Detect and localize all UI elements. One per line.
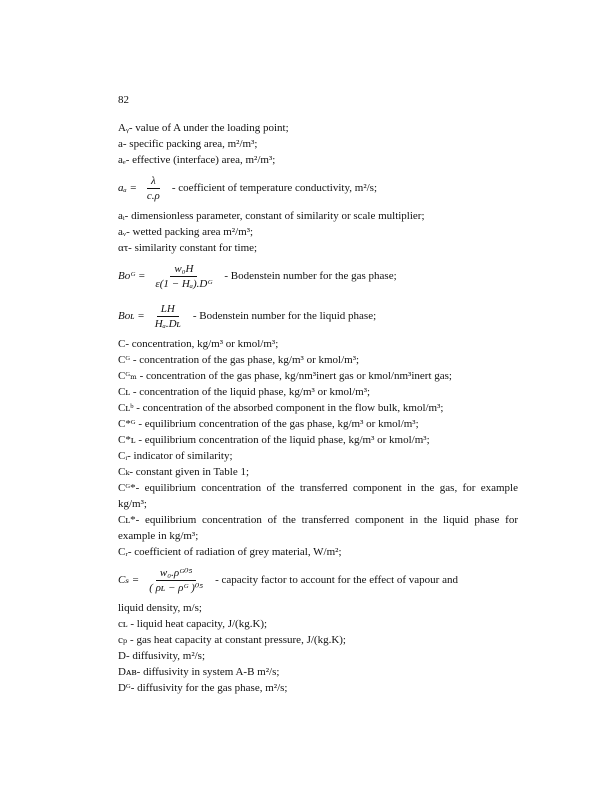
entry-a: a- specific packing area, m²/m³; (118, 138, 258, 150)
entry-dab: Dᴀʙ- diffusivity in system A-B m²/s; (118, 666, 280, 678)
formula-aa-numerator: λ (147, 174, 160, 189)
formula-bog-lhs: Boᴳ = (118, 270, 146, 282)
formula-bol-description: - Bodenstein number for the liquid phase; (192, 310, 377, 322)
entry-cg: Cᴳ - concentration of the gas phase, kg/m³ or kmol/m³; (118, 354, 360, 366)
formula-aa (118, 168, 518, 208)
entry-cl: Cʟ - concentration of the liquid phase, kg/m³ or kmol/m³; (118, 386, 371, 398)
entry-alpha-tau: ατ- similarity constant for time; (118, 242, 258, 254)
formula-aa-denominator: c.ρ (146, 189, 160, 202)
entry-ae: aₑ- effective (interface) area, m²/m³; (118, 154, 276, 166)
formula-bog (118, 256, 518, 296)
entry-av: Aᵧ- value of A under the loading point; (118, 122, 289, 134)
entry-dg: Dᴳ- diffusivity for the gas phase, m²/s; (118, 682, 288, 694)
entry-cg-equilibrium: Cᴳ*- equilibrium concentration of the transferred component in the gas, for example kg/m³; (118, 482, 518, 510)
formula-aa-lhs: aₐ = (118, 182, 137, 194)
formula-cs-description: - capacity factor to account for the effect of vapour and (215, 574, 458, 586)
entry-cl-heat: cʟ - liquid heat capacity, J/(kg.K); (118, 618, 268, 630)
entry-d: D- diffusivity, m²/s; (118, 650, 206, 662)
formula-bog-fraction (151, 262, 216, 291)
nomenclature-list (118, 120, 518, 696)
formula-cs-lhs: Cₛ = (118, 574, 140, 586)
formula-bog-description: - Bodenstein number for the gas phase; (224, 270, 397, 282)
formula-bog-numerator: w₀H (170, 262, 197, 277)
entry-cr: Cᵣ- coefficient of radiation of grey material, W/m²; (118, 546, 342, 558)
entry-cl-equilibrium: Cʟ*- equilibrium concentration of the transferred component in the liquid phase for example in kg/m³; (118, 514, 518, 542)
formula-aa-fraction (143, 174, 164, 203)
entry-clb: Cʟᵇ - concentration of the absorbed component in the flow bulk, kmol/m³; (118, 402, 444, 414)
formula-bol-fraction (151, 302, 185, 331)
formula-bol-numerator: LH (157, 302, 179, 317)
formula-cs-numerator: w₀.ρᴳ⁰⁵ (156, 566, 196, 581)
formula-cs-denominator: ( ρʟ − ρᴳ )⁰⁵ (149, 581, 204, 594)
formula-cs-fraction (145, 566, 207, 595)
entry-cs-continued: liquid density, m/s; (118, 602, 202, 614)
entry-c: C- concentration, kg/m³ or kmol/m³; (118, 338, 279, 350)
formula-aa-description: - coefficient of temperature conductivity, m²/s; (171, 182, 378, 194)
entry-cgm: Cᴳₘ - concentration of the gas phase, kg/nm³inert gas or kmol/nm³inert gas; (118, 370, 452, 382)
formula-bol-lhs: Boʟ = (118, 310, 145, 322)
formula-cs (118, 560, 518, 600)
entry-cg-star: C*ᴳ - equilibrium concentration of the gas phase, kg/m³ or kmol/m³; (118, 418, 419, 430)
entry-aw: aᵥ- wetted packing area m²/m³; (118, 226, 254, 238)
entry-ai: aᵢ- dimensionless parameter, constant of similarity or scale multiplier; (118, 210, 425, 222)
entry-ci: Cᵢ- indicator of similarity; (118, 450, 233, 462)
formula-bol-denominator: Hₐ.Dʟ (154, 317, 181, 330)
entry-cp: cₚ - gas heat capacity at constant pressure, J/(kg.K); (118, 634, 346, 646)
formula-bol (118, 296, 518, 336)
entry-ck: Cₖ- constant given in Table 1; (118, 466, 250, 478)
formula-bog-denominator: ε(1 − Hₐ).Dᴳ (155, 277, 213, 290)
entry-cl-star: C*ʟ - equilibrium concentration of the liquid phase, kg/m³ or kmol/m³; (118, 434, 430, 446)
page-number: 82 (118, 94, 129, 106)
